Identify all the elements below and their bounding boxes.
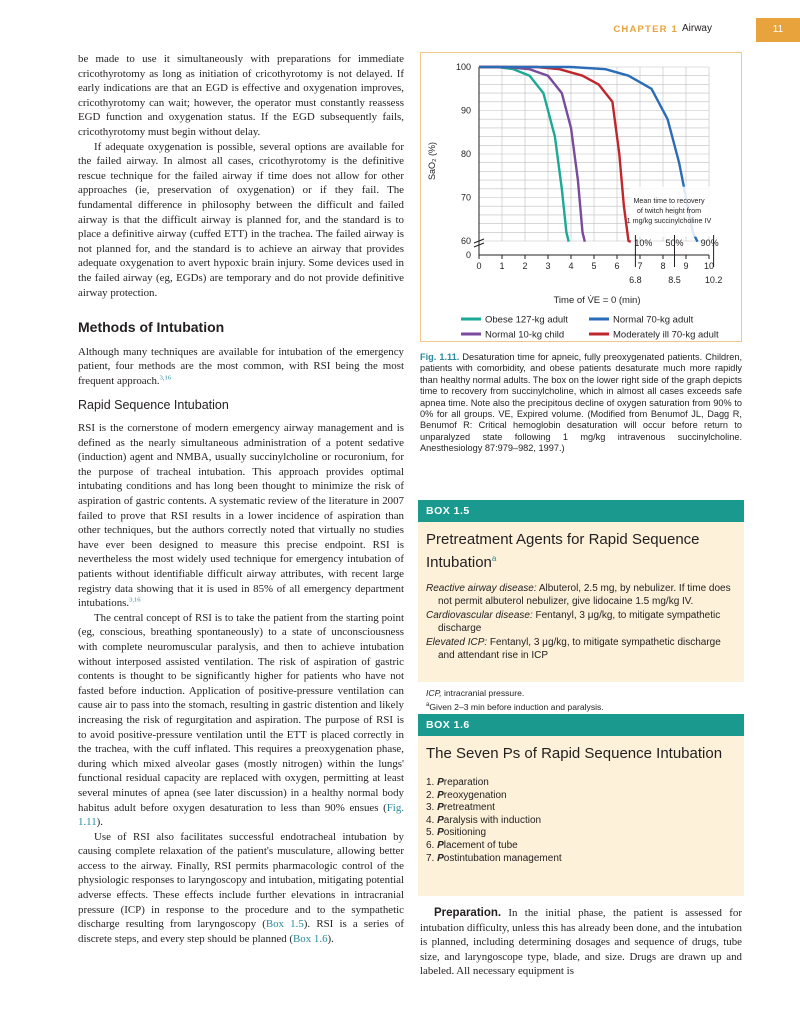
x-tick-label: 2 — [522, 261, 528, 271]
recovery-box-title: of twitch height from — [636, 206, 702, 215]
seven-ps-item: 3. Pretreatment — [426, 802, 495, 814]
seven-ps-item: 6. Placement of tube — [426, 839, 518, 851]
citation-ref[interactable]: 3,16 — [129, 596, 141, 604]
figure-link[interactable]: Fig. 1.11 — [78, 801, 404, 829]
left-column — [78, 52, 404, 946]
x-tick-label: 1 — [499, 261, 505, 271]
box-label: BOX 1.6 — [418, 714, 744, 736]
figure-desaturation-chart — [420, 52, 742, 342]
pretreatment-list — [426, 582, 736, 662]
recovery-box-title: Mean time to recovery — [633, 196, 705, 205]
box-footnotes: ICP, intracranial pressure. $^a$Given 2–3 min before induction and paralysis. — [426, 688, 604, 712]
x-tick-label: 7 — [637, 261, 643, 271]
x-tick-label: 3 — [545, 261, 551, 271]
paragraph: The central concept of RSI is to take the patient from the starting point (eg, conscious, breathing spontaneously) to a state of unconsciousness with complete neuromuscular paralysis, and then to achieve intubation without interposed assisted ventilation. The risk of aspiration of gastric contents is thought to be significantly higher for patients who have not fasted before induction. Application of positive-pressure ventilation can cause air to pass into the stomach, resulting in gastric distention and likely increasing the risk of regurgitation and aspiration. The purpose of RSI is to avoid positive-pressure ventilation until the ETT is placed correctly in the trachea, with the cuff inflated. This requires a preoxygenation phase, during which mixed alveolar gases (mostly nitrogen) within the lungs' functional residual capacity are replaced with oxygen, permitting at least several minutes of apnea (see later discussion) in a healthy normal body habitus adult before oxygen desaturation to less than 90% ensues (Fig. 1.11). — [78, 611, 404, 829]
paragraph: Use of RSI also facilitates successful endotracheal intubation by causing complete relaxation of the patient's musculature, allowing better access to the airway. Finally, RSI permits pharmacologic control of the physiologic responses to laryngoscopy and intubation, mitigating potential adverse effects. These effects include further elevations in intracranial pressure (ICP) in response to the procedure and to the sympathetic discharge resulting from laryngoscopy (Box 1.5). RSI is a series of discrete steps, and every step should be planned (Box 1.6). — [78, 830, 404, 945]
seven-ps-list — [426, 777, 736, 865]
seven-ps-item: 2. Preoxygenation — [426, 789, 507, 801]
paragraph: RSI is the cornerstone of modern emergency airway management and is defined as the nearly simultaneous administration of a potent sedative (induction) agent and NMBA, usually succinylcholine or rocuronium, for the purpose of tracheal intubation. This approach provides optimal intubating conditions and has long been thought to minimize the risk of aspiration of gastric contents. A systematic review of the literature in 2007 failed to prove that RSI results in a lower incidence of aspiration than other techniques, but the authors correctly noted that virtually no studies have ever been designed to measure this precise endpoint. RSI is nevertheless the most widely used technique for emergency intubation of patients without identifiable difficult airway attributes, with recent large registry data showing that it is used in 85% of all emergency department intubations.$^{3,16}$ — [78, 422, 404, 610]
seven-ps-item: 1. Preparation — [426, 777, 489, 788]
legend-label: Obese 127-kg adult — [485, 314, 568, 326]
recovery-percent-label: 10% — [634, 238, 653, 248]
y-axis-label: SaO₂ (%) — [427, 142, 437, 180]
y-tick-label: 70 — [460, 192, 471, 203]
recovery-box-title: 1 mg/kg succinylcholine IV — [626, 216, 712, 225]
x-tick-label: 0 — [476, 261, 482, 271]
citation-ref[interactable]: 3,16 — [159, 374, 172, 382]
box-title: Pretreatment Agents for Rapid Sequence Intubation$^a$ — [426, 531, 700, 571]
x-tick-label: 8 — [660, 261, 666, 271]
box-1-6 — [418, 714, 744, 896]
legend-label: Moderately ill 70-kg adult — [613, 329, 719, 341]
page-header — [0, 18, 800, 44]
box-link[interactable]: Box 1.6 — [293, 932, 328, 945]
paragraph: be made to use it simultaneously with preparations for immediate cricothyrotomy as long as initiation of cricothyrotomy is not delayed. If early indications are that an EGD is effective and oxygenation improves, cricothyrotomy can wait; however, the operator must constantly reassess EGD function and oxygenation status. If the EGD subsequently fails, cricothyrotomy must begin without delay. — [78, 53, 404, 138]
seven-ps-item: 4. Paralysis with induction — [426, 814, 542, 826]
right-column-text: Preparation. In the initial phase, the patient is assessed for intubation difficulty, unless this has already been done, and the intubation is planned, including determining dosages and sequence of drugs, tube size, and laryngoscope type, blade, and size. Drugs are drawn up and labeled. All necessary equipment is — [420, 907, 742, 978]
subsection-heading-rsi: Rapid Sequence Intubation — [78, 398, 229, 413]
section-heading-methods: Methods of Intubation — [78, 319, 225, 336]
recovery-time-label: 10.2 — [704, 275, 723, 285]
figure-caption: Fig. 1.11. Desaturation time for apneic, fully preoxygenated patients. Children, patients with comorbidity, and obese patients desaturate much more rapidly than healthy normal adults. The box on the lower right side of the graph depicts time to recovery from succinylcholine, which in almost all cases exceeds safe apnea time. Note also the precipitous decline of oxygen saturation from 90% to 0% for all groups. VE, Expired volume. (Modified from Benumof JL, Dagg R, Benumof R: Critical hemoglobin desaturation will occur before return to unparalyzed state following 1 mg/kg intravenous succinylcholine. Anesthesiology 87:979–982, 1997.) — [420, 352, 742, 454]
recovery-percent-label: 90% — [700, 238, 719, 248]
x-tick-label: 10 — [703, 261, 715, 271]
pretreatment-item: Reactive airway disease: Albuterol, 2.5 mg, by nebulizer. If time does not permit albuterol nebulizer, give lidocaine 1.5 mg/kg IV. — [426, 583, 731, 607]
legend-label: Normal 70-kg adult — [613, 314, 694, 326]
box-title: The Seven Ps of Rapid Sequence Intubation — [426, 745, 723, 762]
y-tick-label: 0 — [465, 250, 471, 260]
paragraph: Although many techniques are available for intubation of the emergency patient, four methods are the most common, with RSI being the most frequent approach.$^{3,16}$ — [78, 345, 404, 387]
y-tick-label: 90 — [460, 105, 471, 116]
box-1-5 — [418, 500, 744, 713]
recovery-percent-label: 50% — [665, 238, 684, 248]
y-tick-label: 100 — [455, 62, 471, 72]
pretreatment-item: Elevated ICP: Fentanyl, 3 μg/kg, to mitigate sympathetic discharge and attendant rise in ICP — [426, 637, 721, 661]
x-tick-label: 6 — [614, 261, 620, 271]
x-tick-label: 4 — [568, 261, 574, 271]
box-label: BOX 1.5 — [418, 500, 744, 522]
y-tick-label: 60 — [460, 236, 471, 246]
legend-label: Normal 10-kg child — [485, 329, 565, 341]
recovery-time-label: 8.5 — [668, 275, 681, 285]
box-link[interactable]: Box 1.5 — [265, 918, 304, 931]
seven-ps-item: 7. Postintubation management — [426, 852, 562, 864]
box-body — [418, 522, 744, 682]
box-body — [418, 736, 744, 896]
chart-svg — [421, 53, 743, 343]
paragraph: If adequate oxygenation is possible, several options are available for the failed airway. In almost all cases, cricothyrotomy is the definitive rescue technique for the failed airway if time does not allow for other approaches (ie, preservation of oxygenation) or if they fail. The fundamental difference in philosophy between the difficult and failed airway is that the difficult airway is planned for, and the standard is to place a definitive airway (cuffed ETT) in the trachea. The failed airway is not planned for, and the standard is to achieve an airway that provides adequate oxygenation to avert hypoxic brain injury. Some devices used in the failed airway (eg, EGDs) are temporary and do not provide definitive airway protection. — [78, 140, 404, 299]
pretreatment-item: Cardiovascular disease: Fentanyl, 3 μg/kg, to mitigate sympathetic discharge — [426, 610, 721, 634]
seven-ps-item: 5. Positioning — [426, 827, 487, 839]
x-axis-label: Time of V̇E = 0 (min) — [553, 295, 641, 306]
figure-label: Fig. 1.11. — [420, 352, 460, 362]
page-number: 11 — [756, 18, 800, 42]
y-tick-label: 80 — [460, 149, 471, 159]
recovery-time-label: 6.8 — [629, 275, 642, 285]
runin-heading-preparation: Preparation. — [434, 907, 502, 919]
chapter-label: CHAPTER 1 — [613, 24, 678, 35]
x-tick-label: 9 — [683, 261, 689, 271]
section-label: Airway — [681, 23, 712, 34]
x-tick-label: 5 — [591, 261, 597, 271]
